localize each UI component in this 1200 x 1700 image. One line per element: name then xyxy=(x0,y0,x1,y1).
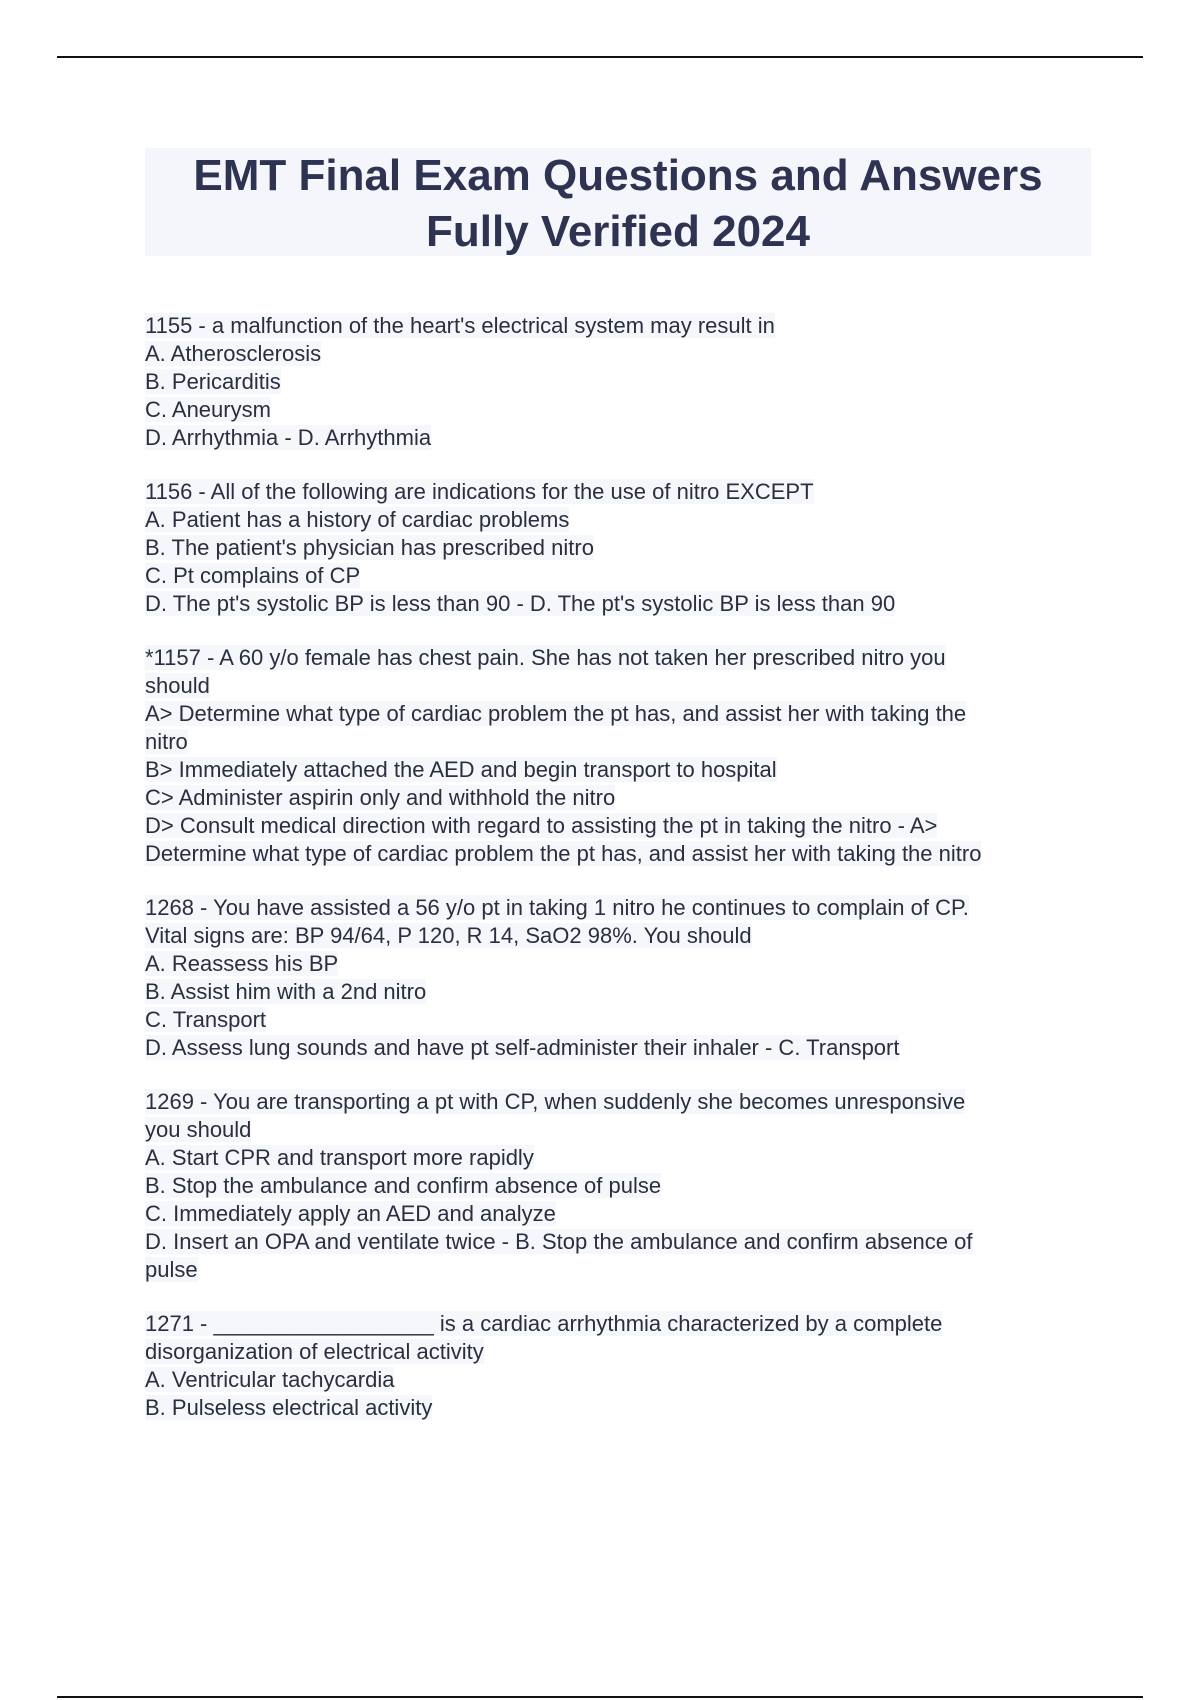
answer-option: D. The pt's systolic BP is less than 90 - D. The pt's systolic BP is less than 90 xyxy=(145,591,896,616)
answer-option: B. Assist him with a 2nd nitro xyxy=(145,979,427,1004)
answer-option: D. Assess lung sounds and have pt self-administer their inhaler - C. Transport xyxy=(145,1035,900,1060)
questions-list xyxy=(145,312,1095,1448)
question-1155 xyxy=(145,312,1095,452)
answer-option: B. Pericarditis xyxy=(145,369,281,394)
title-line-1: EMT Final Exam Questions and Answers xyxy=(193,151,1043,200)
question-text: should xyxy=(145,673,210,698)
question-1156 xyxy=(145,478,1095,618)
question-text: you should xyxy=(145,1117,252,1142)
answer-option: D> Consult medical direction with regard to assisting the pt in taking the nitro - A> xyxy=(145,813,938,838)
question-text: 1155 - a malfunction of the heart's electrical system may result in xyxy=(145,313,775,338)
question-text: 1156 - All of the following are indications for the use of nitro EXCEPT xyxy=(145,479,814,504)
question-text: *1157 - A 60 y/o female has chest pain. She has not taken her prescribed nitro you xyxy=(145,645,946,670)
answer-option: C. Transport xyxy=(145,1007,267,1032)
question-1157 xyxy=(145,644,1095,868)
answer-option: nitro xyxy=(145,729,188,754)
question-text: 1268 - You have assisted a 56 y/o pt in taking 1 nitro he continues to complain of CP. xyxy=(145,895,969,920)
answer-option: B> Immediately attached the AED and begin transport to hospital xyxy=(145,757,777,782)
answer-option: B. The patient's physician has prescribed nitro xyxy=(145,535,594,560)
answer-option: C. Pt complains of CP xyxy=(145,563,361,588)
answer-option: A. Reassess his BP xyxy=(145,951,339,976)
answer-option: A. Patient has a history of cardiac problems xyxy=(145,507,570,532)
question-1268 xyxy=(145,894,1095,1062)
bottom-rule xyxy=(57,1696,1143,1698)
answer-option: A. Start CPR and transport more rapidly xyxy=(145,1145,534,1170)
document-title xyxy=(145,148,1091,256)
question-text: 1271 - __________________ is a cardiac arrhythmia characterized by a complete xyxy=(145,1311,943,1336)
answer-option: B. Pulseless electrical activity xyxy=(145,1395,433,1420)
answer-option: D. Arrhythmia - D. Arrhythmia xyxy=(145,425,432,450)
answer-option: C. Immediately apply an AED and analyze xyxy=(145,1201,556,1226)
top-rule xyxy=(57,56,1143,58)
answer-option: C> Administer aspirin only and withhold the nitro xyxy=(145,785,616,810)
question-text: Vital signs are: BP 94/64, P 120, R 14, SaO2 98%. You should xyxy=(145,923,752,948)
answer-option: D. Insert an OPA and ventilate twice - B. Stop the ambulance and confirm absence of xyxy=(145,1229,973,1254)
question-1269 xyxy=(145,1088,1095,1284)
answer-option: C. Aneurysm xyxy=(145,397,271,422)
answer-option: Determine what type of cardiac problem the pt has, and assist her with taking the nitro xyxy=(145,841,982,866)
answer-option: pulse xyxy=(145,1257,198,1282)
question-1271 xyxy=(145,1310,1095,1422)
question-text: disorganization of electrical activity xyxy=(145,1339,484,1364)
answer-option: A> Determine what type of cardiac problem the pt has, and assist her with taking the xyxy=(145,701,967,726)
question-text: 1269 - You are transporting a pt with CP, when suddenly she becomes unresponsive xyxy=(145,1089,966,1114)
title-line-2: Fully Verified 2024 xyxy=(426,207,810,256)
answer-option: A. Atherosclerosis xyxy=(145,341,322,366)
answer-option: A. Ventricular tachycardia xyxy=(145,1367,395,1392)
answer-option: B. Stop the ambulance and confirm absence of pulse xyxy=(145,1173,662,1198)
